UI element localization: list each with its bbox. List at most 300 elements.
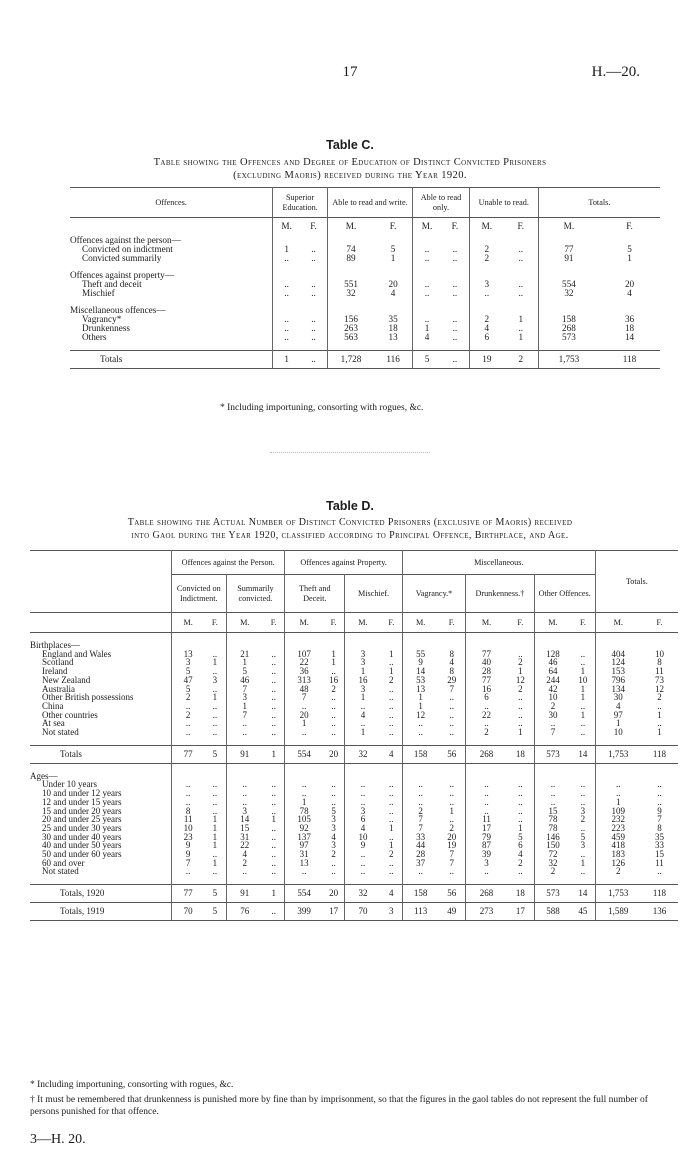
totals-row xyxy=(30,745,678,763)
table-cell xyxy=(641,633,678,642)
table-cell: 20 xyxy=(323,745,345,763)
table-cell: 28 xyxy=(482,666,492,677)
table-cell: .. xyxy=(323,859,345,868)
table-cell: .. xyxy=(301,727,307,738)
table-cell: .. xyxy=(441,245,469,254)
table-cell xyxy=(263,876,285,885)
total-cell: 1 xyxy=(273,350,300,368)
table-cell: 126 xyxy=(611,857,626,868)
table-c-heading-line2: (excluding Maoris) received during the Year 1920. xyxy=(233,170,467,181)
table-cell: 136 xyxy=(641,903,678,921)
table-cell: 2 xyxy=(507,685,534,694)
table-cell: 11 xyxy=(183,814,193,825)
table-cell: 10 xyxy=(571,676,595,685)
table-cell: .. xyxy=(300,315,327,324)
table-cell: 5 xyxy=(185,666,191,677)
table-cell: 3 xyxy=(484,857,489,868)
mf-label: M. xyxy=(466,613,507,633)
table-cell xyxy=(402,737,438,746)
row-label: Drunkenness xyxy=(70,324,273,333)
table-cell: .. xyxy=(263,798,285,807)
table-cell: .. xyxy=(418,788,423,799)
table-cell: .. xyxy=(204,685,226,694)
table-cell: 158 xyxy=(402,745,438,763)
page-signature: 3—H. 20. xyxy=(30,1132,86,1147)
table-cell: .. xyxy=(381,789,403,798)
table-cell xyxy=(571,633,595,642)
table-cell: 16 xyxy=(323,676,345,685)
row-label: Not stated xyxy=(30,867,172,876)
table-d xyxy=(30,550,678,921)
table-cell: 97 xyxy=(613,709,623,720)
table-cell: 1 xyxy=(616,718,621,729)
table-cell: 3 xyxy=(242,692,248,703)
table-cell: 14 xyxy=(571,885,595,903)
table-cell: 1 xyxy=(360,727,366,738)
row-label: Offences against property— xyxy=(70,271,273,280)
table-cell: 49 xyxy=(438,903,465,921)
table-cell: 3 xyxy=(323,841,345,850)
table-cell: 13 xyxy=(374,333,413,342)
table-cell: 1 xyxy=(381,841,403,850)
sub-drunkenness: Drunkenness.† xyxy=(466,575,535,613)
table-cell: 8 xyxy=(657,822,662,833)
table-cell: .. xyxy=(284,252,289,263)
table-cell: 73 xyxy=(654,674,664,685)
table-cell xyxy=(641,763,678,772)
table-cell: .. xyxy=(263,685,285,694)
table-cell: 2 xyxy=(484,727,489,738)
table-cell: 97 xyxy=(299,840,309,851)
table-cell: .. xyxy=(323,780,345,789)
row-label: Australia xyxy=(30,685,172,694)
table-cell xyxy=(323,633,345,642)
row-label: England and Wales xyxy=(30,650,172,659)
grp-against-property: Offences against Property. xyxy=(285,551,403,575)
col-unable-read: Unable to read. xyxy=(469,188,538,218)
table-cell: 1 xyxy=(301,796,307,807)
table-cell xyxy=(345,737,381,746)
table-cell: .. xyxy=(360,779,366,790)
page-reference: H.—20. xyxy=(591,64,640,80)
table-cell: 1 xyxy=(242,657,248,668)
table-cell: .. xyxy=(571,650,595,659)
table-cell: .. xyxy=(323,719,345,728)
table-cell xyxy=(381,737,403,746)
table-cell: 1 xyxy=(242,700,248,711)
table-cell: 3 xyxy=(242,805,248,816)
table-cell: .. xyxy=(300,333,327,342)
table-cell xyxy=(466,633,507,642)
table-cell: 107 xyxy=(297,648,311,659)
table-cell: 22 xyxy=(240,840,250,851)
table-cell: 5 xyxy=(204,885,226,903)
table-cell: .. xyxy=(284,287,289,298)
row-label: Scotland xyxy=(30,658,172,667)
table-cell: 7 xyxy=(550,727,556,738)
row-label: Not stated xyxy=(30,728,172,737)
table-cell: 1 xyxy=(571,693,595,702)
table-cell: 19 xyxy=(438,841,465,850)
table-c-footnote: * Including importuning, consorting with rogues, &c. xyxy=(220,403,424,413)
table-cell: 1 xyxy=(507,824,534,833)
table-cell: .. xyxy=(323,789,345,798)
table-cell: 554 xyxy=(562,278,576,289)
table-cell: 18 xyxy=(507,745,534,763)
table-cell: 28 xyxy=(416,849,426,860)
table-cell: .. xyxy=(204,719,226,728)
table-cell: 22 xyxy=(482,709,492,720)
table-cell: 10 xyxy=(654,648,664,659)
mf-label: M. xyxy=(226,613,263,633)
table-cell: 32 xyxy=(345,745,381,763)
table-cell: .. xyxy=(360,849,366,860)
table-cell: .. xyxy=(438,702,465,711)
table-cell: .. xyxy=(418,796,423,807)
table-cell: 150 xyxy=(546,840,560,851)
table-cell: 17 xyxy=(323,903,345,921)
table-cell: .. xyxy=(204,798,226,807)
table-cell: 563 xyxy=(344,331,358,342)
table-cell: 12 xyxy=(654,683,664,694)
table-cell: 796 xyxy=(611,674,626,685)
mf-label: F. xyxy=(374,218,413,236)
table-cell: 11 xyxy=(655,666,664,677)
mf-label: M. xyxy=(402,613,438,633)
table-cell: .. xyxy=(441,333,469,342)
table-cell: .. xyxy=(418,866,423,877)
table-cell: 33 xyxy=(654,840,664,851)
row-label: Offences against the person— xyxy=(70,236,273,245)
table-cell: 15 xyxy=(548,805,558,816)
table-cell: 17 xyxy=(482,822,492,833)
table-cell: 2 xyxy=(550,700,556,711)
table-cell xyxy=(438,633,465,642)
table-cell: 1 xyxy=(323,658,345,667)
table-cell: .. xyxy=(381,867,403,876)
table-cell: 74 xyxy=(346,243,356,254)
table-cell: 1 xyxy=(204,658,226,667)
total-cell: 1,728 xyxy=(327,350,374,368)
table-cell: 5 xyxy=(323,807,345,816)
mf-label: F. xyxy=(507,613,534,633)
table-cell: 1 xyxy=(507,728,534,737)
table-cell: 1 xyxy=(627,252,632,263)
table-cell: .. xyxy=(204,650,226,659)
table-cell: 70 xyxy=(172,903,205,921)
table-cell: .. xyxy=(484,866,489,877)
table-cell: 14 xyxy=(571,745,595,763)
mf-label: F. xyxy=(438,613,465,633)
table-cell: .. xyxy=(438,867,465,876)
table-cell: .. xyxy=(263,728,285,737)
table-cell: 5 xyxy=(627,243,632,254)
table-cell: 3 xyxy=(360,648,366,659)
table-cell: .. xyxy=(242,779,248,790)
table-cell: 23 xyxy=(183,831,193,842)
table-cell: 2 xyxy=(484,313,490,324)
table-cell: .. xyxy=(204,807,226,816)
table-cell: 20 xyxy=(624,278,635,289)
table-cell: 55 xyxy=(416,648,426,659)
table-cell: .. xyxy=(571,780,595,789)
table-cell: .. xyxy=(657,700,662,711)
table-cell: 232 xyxy=(611,814,626,825)
table-cell: 10 xyxy=(358,831,368,842)
table-cell xyxy=(438,763,465,772)
table-cell: .. xyxy=(657,866,662,877)
table-cell: .. xyxy=(263,824,285,833)
total-cell: .. xyxy=(300,350,327,368)
table-cell: .. xyxy=(507,815,534,824)
table-cell: 3 xyxy=(360,683,366,694)
table-cell xyxy=(466,763,507,772)
table-c-title: Table C. xyxy=(326,138,374,152)
row-label: 40 and under 50 years xyxy=(30,841,172,850)
table-cell: .. xyxy=(263,719,285,728)
col-totals-d: Totals. xyxy=(595,551,678,613)
table-cell: .. xyxy=(360,857,366,868)
table-cell: .. xyxy=(300,254,327,263)
table-cell: .. xyxy=(381,807,403,816)
table-cell: .. xyxy=(484,718,489,729)
table-cell: 5 xyxy=(571,833,595,842)
sub-theft-deceit: Theft and Deceit. xyxy=(285,575,345,613)
table-cell: 124 xyxy=(611,657,626,668)
sub-other-offences: Other Offences. xyxy=(534,575,595,613)
table-cell xyxy=(172,876,205,885)
table-cell: .. xyxy=(550,788,556,799)
table-cell: .. xyxy=(571,719,595,728)
table-cell: 4 xyxy=(484,322,490,333)
table-cell xyxy=(381,763,403,772)
table-cell: 3 xyxy=(360,805,366,816)
table-cell: .. xyxy=(381,728,403,737)
table-cell xyxy=(263,763,285,772)
table-cell: .. xyxy=(657,796,662,807)
table-cell: 76 xyxy=(226,903,263,921)
table-cell: 46 xyxy=(240,674,250,685)
col-read-write: Able to read and write. xyxy=(327,188,412,218)
table-cell: 3 xyxy=(323,824,345,833)
table-cell: .. xyxy=(381,719,403,728)
table-cell xyxy=(571,876,595,885)
table-cell: .. xyxy=(323,693,345,702)
table-cell: .. xyxy=(284,278,289,289)
table-cell: 4 xyxy=(360,709,366,720)
mf-label: M. xyxy=(563,221,575,232)
table-cell xyxy=(226,633,263,642)
table-cell: 5 xyxy=(507,833,534,842)
table-cell: .. xyxy=(381,859,403,868)
table-cell: 4 xyxy=(381,745,403,763)
table-cell: .. xyxy=(438,780,465,789)
table-cell: .. xyxy=(507,780,534,789)
table-cell: 1 xyxy=(418,692,423,703)
table-cell: 45 xyxy=(571,903,595,921)
table-cell: 2 xyxy=(550,866,556,877)
table-cell xyxy=(345,763,381,772)
mf-label: M. xyxy=(421,221,433,232)
table-cell: 10 xyxy=(183,822,193,833)
row-label: Under 10 years xyxy=(30,780,172,789)
table-cell: 1 xyxy=(571,711,595,720)
table-cell: .. xyxy=(301,779,307,790)
mf-label: M. xyxy=(345,613,381,633)
table-cell: 268 xyxy=(466,745,507,763)
table-cell: 183 xyxy=(611,849,626,860)
table-cell: 1,753 xyxy=(595,885,641,903)
table-cell: .. xyxy=(441,315,469,324)
table-cell: 39 xyxy=(482,849,492,860)
table-cell: 72 xyxy=(548,849,558,860)
table-cell: .. xyxy=(263,859,285,868)
table-cell: 1 xyxy=(263,815,285,824)
total-cell: 118 xyxy=(599,350,660,368)
table-cell: 9 xyxy=(185,840,191,851)
table-cell: 2 xyxy=(484,252,490,263)
table-cell: 137 xyxy=(297,831,311,842)
table-cell: .. xyxy=(507,711,534,720)
table-cell: 4 xyxy=(374,289,413,298)
table-cell: .. xyxy=(242,727,248,738)
table-cell: .. xyxy=(301,866,307,877)
table-cell: 1 xyxy=(657,709,662,720)
table-cell: .. xyxy=(504,280,538,289)
table-cell: .. xyxy=(571,728,595,737)
table-cell xyxy=(534,737,571,746)
table-cell: 9 xyxy=(418,657,423,668)
table-cell: 158 xyxy=(402,885,438,903)
row-label: 20 and under 25 years xyxy=(30,815,172,824)
table-cell: .. xyxy=(424,278,430,289)
table-cell: 10 xyxy=(613,727,623,738)
table-cell xyxy=(534,633,571,642)
table-cell xyxy=(263,633,285,642)
table-cell: 1 xyxy=(323,650,345,659)
table-cell: .. xyxy=(242,788,248,799)
table-d-footnote-1: * Including importuning, consorting with rogues, &c. xyxy=(30,1080,234,1090)
row-label: Miscellaneous offences— xyxy=(70,306,273,315)
table-cell xyxy=(595,763,641,772)
row-label: 60 and over xyxy=(30,859,172,868)
table-cell: 79 xyxy=(482,831,492,842)
table-cell: .. xyxy=(507,650,534,659)
table-cell: .. xyxy=(657,788,662,799)
table-cell: .. xyxy=(263,658,285,667)
table-cell xyxy=(345,633,381,642)
table-d-title: Table D. xyxy=(326,499,374,513)
table-cell: 1 xyxy=(381,824,403,833)
table-cell: .. xyxy=(507,867,534,876)
table-cell: 2 xyxy=(616,866,621,877)
table-cell xyxy=(507,876,534,885)
table-cell: .. xyxy=(484,779,489,790)
table-cell: 2 xyxy=(657,692,662,703)
table-cell: 13 xyxy=(416,683,426,694)
table-cell: 36 xyxy=(299,666,309,677)
table-cell: .. xyxy=(550,718,556,729)
table-cell: 4 xyxy=(360,822,366,833)
table-cell: .. xyxy=(507,719,534,728)
table-cell: .. xyxy=(323,667,345,676)
table-cell: 14 xyxy=(240,814,250,825)
table-cell: 268 xyxy=(466,885,507,903)
table-cell: 113 xyxy=(402,903,438,921)
table-cell: 223 xyxy=(611,822,626,833)
table-cell: 46 xyxy=(548,657,558,668)
table-cell: 118 xyxy=(641,885,678,903)
table-row xyxy=(70,289,660,298)
table-cell: 2 xyxy=(507,859,534,868)
table-cell: 4 xyxy=(507,850,534,859)
table-cell: 9 xyxy=(657,805,662,816)
table-cell: 7 xyxy=(242,683,248,694)
table-cell xyxy=(204,737,226,746)
table-cell: 1 xyxy=(381,650,403,659)
table-cell: .. xyxy=(504,289,538,298)
table-cell: .. xyxy=(185,727,191,738)
table-cell: .. xyxy=(504,254,538,263)
table-cell xyxy=(571,737,595,746)
table-cell: 16 xyxy=(358,674,368,685)
table-c-mf-header xyxy=(70,218,660,236)
table-cell xyxy=(595,876,641,885)
table-cell: .. xyxy=(204,711,226,720)
table-cell: 1 xyxy=(263,885,285,903)
table-cell: 1 xyxy=(204,824,226,833)
page-number: 17 xyxy=(342,64,358,80)
table-cell: .. xyxy=(185,866,191,877)
table-cell: .. xyxy=(381,815,403,824)
table-cell: 36 xyxy=(624,313,635,324)
table-cell: 89 xyxy=(346,252,356,263)
table-cell: 158 xyxy=(562,313,576,324)
table-cell: .. xyxy=(441,324,469,333)
row-label: Other countries xyxy=(30,711,172,720)
table-cell xyxy=(466,737,507,746)
mf-label: F. xyxy=(441,218,469,236)
table-row xyxy=(30,728,678,737)
mf-label: M. xyxy=(285,613,323,633)
table-cell: 4 xyxy=(616,700,621,711)
table-cell: 78 xyxy=(548,814,558,825)
table-cell: 14 xyxy=(416,666,426,677)
table-cell: .. xyxy=(185,718,191,729)
row-label: Theft and deceit xyxy=(70,280,273,289)
table-cell xyxy=(507,763,534,772)
table-cell: .. xyxy=(242,718,248,729)
table-cell: .. xyxy=(284,313,289,324)
table-cell: 7 xyxy=(418,814,423,825)
table-cell: .. xyxy=(185,700,191,711)
table-cell: 56 xyxy=(438,745,465,763)
table-cell: 91 xyxy=(564,252,574,263)
table-cell: .. xyxy=(424,287,430,298)
table-cell: 1 xyxy=(204,841,226,850)
table-cell: 22 xyxy=(299,657,309,668)
table-cell: 3 xyxy=(484,278,490,289)
row-label: Other British possessions xyxy=(30,693,172,702)
table-cell: .. xyxy=(204,789,226,798)
mf-label: F. xyxy=(571,613,595,633)
table-cell: 35 xyxy=(654,831,664,842)
table-cell: 42 xyxy=(548,683,558,694)
table-cell: 1 xyxy=(204,693,226,702)
table-cell: 1 xyxy=(374,254,413,263)
table-cell: 31 xyxy=(240,831,250,842)
table-cell: 2 xyxy=(323,685,345,694)
